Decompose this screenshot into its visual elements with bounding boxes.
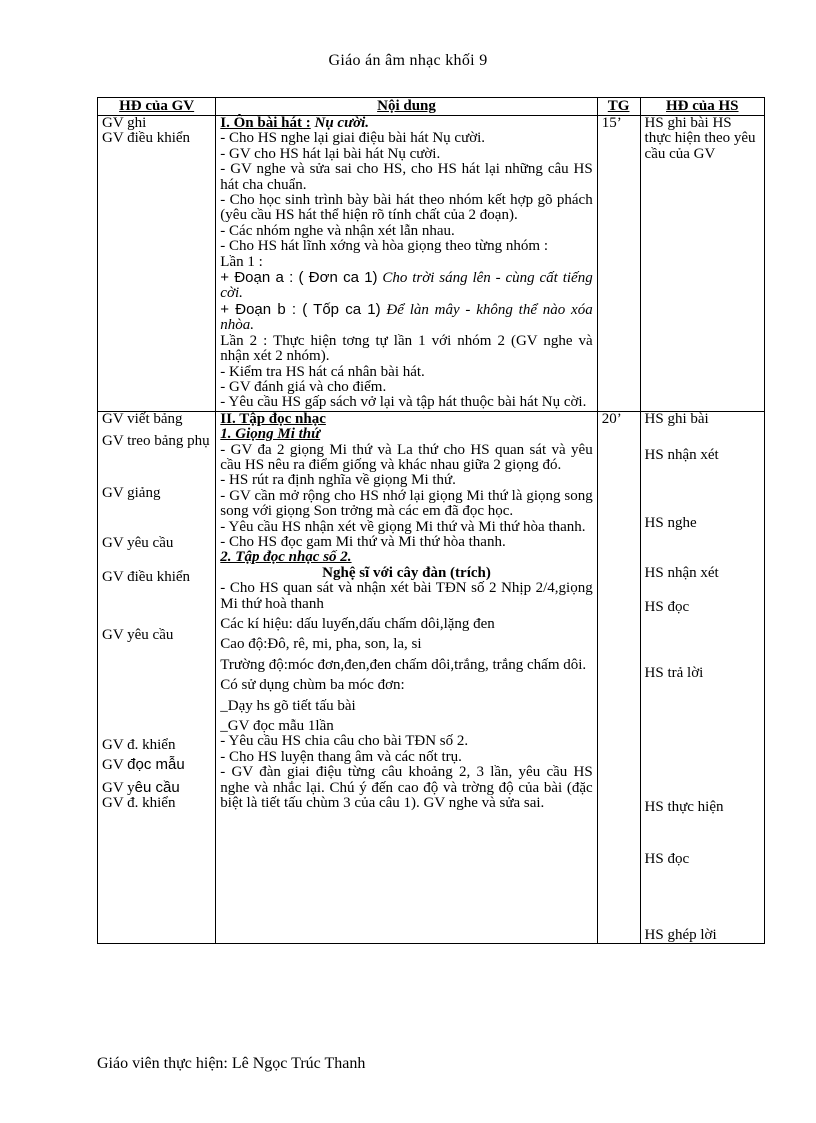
content-line: Cao độ:Đô, rê, mi, pha, son, la, si	[220, 636, 422, 653]
hs-note: HS nhận xét	[644, 446, 719, 463]
content-line: - GV đa 2 giọng Mi thứ và La thứ cho HS quan sát và yêu cầu HS nêu ra điểm giống và khác nhau giữa 2 giọng đó.	[220, 441, 593, 473]
hs-note: HS ghép lời	[644, 926, 717, 943]
content-line: - Cho HS luyện thang âm và các nốt trụ.	[220, 748, 462, 765]
content-line: - GV nghe và sửa sai cho HS, cho HS hát lại những câu HS hát cha chuẩn.	[220, 161, 593, 193]
doan-b-prefix: + Đoạn b : ( Tốp ca 1)	[220, 300, 381, 318]
gv-note	[102, 757, 211, 773]
gv-cell-section-1	[98, 116, 216, 412]
gv-note: GV treo bảng phụ	[102, 432, 210, 449]
hs-note: HS trả lời	[644, 664, 704, 681]
content-line: - Cho HS quan sát và nhận xét bài TĐN số 2 Nhịp 2/4,giọng Mi thứ hoà thanh	[220, 580, 593, 612]
gv-note: GV yêu cầu	[102, 626, 174, 643]
content-line: - Cho HS đọc gam Mi thứ và Mi thứ hòa thanh.	[220, 533, 506, 550]
page-title: Giáo án âm nhạc khối 9	[328, 52, 488, 69]
content-cell-section-1	[216, 116, 597, 412]
doan-a-prefix: + Đoạn a : ( Đơn ca 1)	[220, 269, 378, 287]
content-line: Trường độ:móc đơn,đen,đen chấm dôi,trắng, trắng chấm dôi.	[220, 656, 587, 673]
content-line: - Yêu cầu HS gấp sách vở lại và tập hát thuộc bài hát Nụ cời.	[220, 394, 587, 411]
gv-yeu-cau: êu cầu	[134, 778, 180, 796]
content-line: Các kí hiệu: dấu luyến,dấu chấm dôi,lặng đen	[220, 616, 495, 632]
gv-note: GV điều khiển	[102, 130, 191, 147]
hs-cell-section-1: HS ghi bài HS thực hiện theo yêu cầu của GV	[640, 116, 764, 412]
table-row-section-1	[98, 116, 765, 412]
gv-note: GV đ. khiển	[102, 736, 176, 753]
content-line: - GV cần mở rộng cho HS nhớ lại giọng Mi thứ là giọng song song với giọng Son trởng mà các em đã đọc học.	[220, 487, 593, 520]
gv-note	[102, 780, 211, 796]
hs-note: HS đọc	[644, 598, 690, 615]
gv-note: GV đ. khiển	[102, 794, 176, 811]
content-line: - GV đàn giai điệu từng câu khoảng 2, 3 lần, yêu cầu HS nghe và nhắc lại. Chú ý đến cao độ và trờng độ của bài (đặc biệt là tiết tấu chùm 3 của câu 1). GV nghe và sửa sai.	[220, 764, 593, 812]
content-line: Lần 2 : Thực hiện tơng tự lần 1 với nhóm 2 (GV nghe và nhận xét 2 nhóm).	[220, 332, 593, 365]
table-header-row	[98, 98, 765, 116]
hs-cell-section-2	[640, 411, 764, 943]
content-line: - Cho HS hát lĩnh xớng và hòa giọng theo từng nhóm :	[220, 238, 549, 255]
doan-b-lyrics: Để làn mây - không thể nào xóa nhòa.	[220, 301, 593, 334]
gv-doc-mau: đọc mẫu	[127, 756, 185, 774]
section-2-heading: II. Tập đọc nhạc	[220, 410, 326, 427]
section-1-heading: I. Ôn bài hát :	[220, 115, 311, 131]
content-line: - Kiểm tra HS hát cá nhân bài hát.	[220, 363, 425, 380]
section-1-song: Nụ cười.	[314, 115, 370, 131]
lesson-plan-table	[97, 97, 765, 944]
content-line: - GV cho HS hát lại bài hát Nụ cười.	[220, 145, 441, 162]
header-gv: HĐ của GV	[98, 98, 216, 116]
doan-a-lyrics: Cho trời sáng lên - cùng cất tiếng cời.	[220, 270, 593, 302]
hs-note: HS đọc	[644, 850, 690, 867]
header-content: Nội dung	[216, 98, 597, 116]
content-line: - Cho HS nghe lại giai điệu bài hát Nụ cười.	[220, 130, 486, 147]
content-line: - GV đánh giá và cho điểm.	[220, 378, 387, 395]
content-line: _GV đọc mẫu 1lần	[220, 718, 334, 735]
content-line: _Dạy hs gõ tiết tấu bài	[220, 697, 356, 714]
content-line: - HS rút ra định nghĩa về giọng Mi thứ.	[220, 472, 456, 489]
content-line: - Các nhóm nghe và nhận xét lẫn nhau.	[220, 222, 455, 239]
content-line: Lần 1 :	[220, 253, 263, 270]
content-line: - Cho học sinh trình bày bài hát theo nhóm kết hợp gõ phách (yêu cầu HS hát thể hiện rõ tính chất của 2 đoạn).	[220, 192, 593, 224]
content-line: Có sử dụng chùm ba móc đơn:	[220, 677, 405, 694]
gv-prefix: GV y	[102, 779, 135, 796]
content-line: - Yêu cầu HS chia câu cho bài TĐN số 2.	[220, 733, 469, 750]
content-cell-section-2	[216, 411, 597, 943]
gv-note: GV viết bảng	[102, 410, 183, 427]
gv-note: GV ghi	[102, 115, 147, 131]
hs-note: HS thực hiện	[644, 798, 724, 815]
header-time: TG	[597, 98, 640, 116]
subsection-1-heading: 1. Giọng Mi thứ	[220, 426, 321, 443]
gv-note: GV yêu cầu	[102, 534, 174, 551]
hs-note: HS ghi bài	[644, 410, 709, 427]
time-cell-section-1: 15’	[597, 116, 640, 412]
footer-teacher: Giáo viên thực hiện: Lê Ngọc Trúc Thanh	[97, 1055, 366, 1072]
header-hs: HĐ của HS	[640, 98, 764, 116]
time-cell-section-2: 20’	[597, 411, 640, 943]
subsection-2-heading: 2. Tập đọc nhạc số 2.	[220, 549, 352, 566]
song-title: Nghệ sĩ với cây đàn (trích)	[322, 564, 491, 581]
hs-note: HS nghe	[644, 514, 697, 531]
gv-prefix: GV	[102, 757, 124, 774]
gv-cell-section-2	[98, 411, 216, 943]
hs-note: HS nhận xét	[644, 564, 719, 581]
gv-note: GV giảng	[102, 484, 161, 501]
content-line: - Yêu cầu HS nhận xét về giọng Mi thứ và Mi thứ hòa thanh.	[220, 518, 586, 535]
gv-note: GV điều khiển	[102, 568, 191, 585]
table-row-section-2	[98, 411, 765, 943]
